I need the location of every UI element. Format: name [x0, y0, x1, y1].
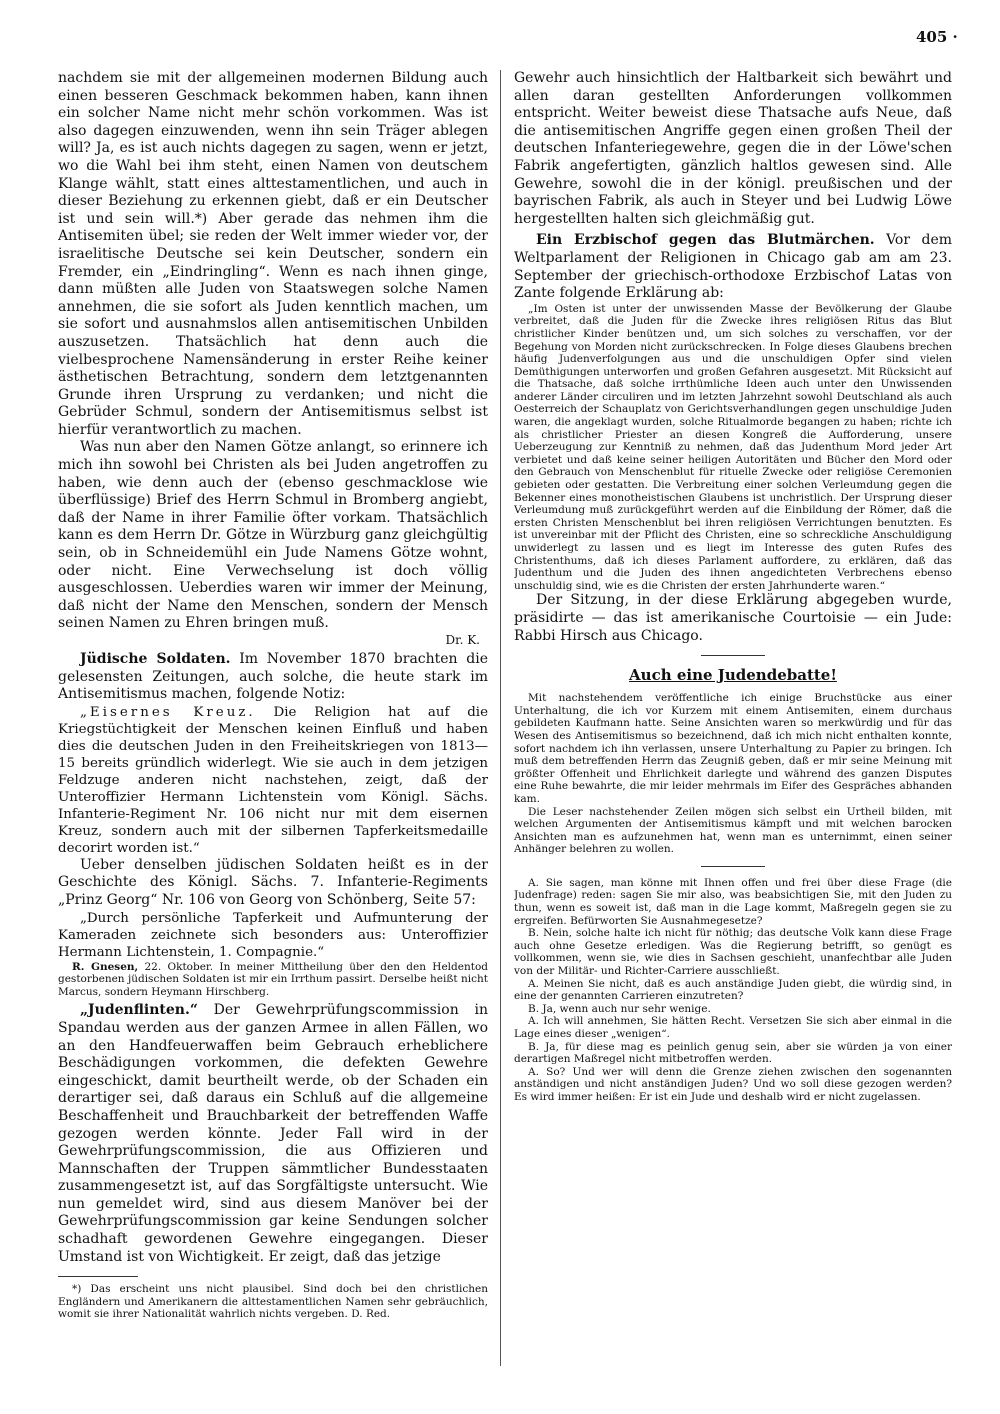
- quote: „Durch persönliche Tapferkeit und Aufmunterung der Kameraden zeichnete sich besonders aus: Unteroffizier Hermann Lichtenstein, 1. Compagnie.“: [58, 910, 488, 960]
- paragraph-text: Der Gewehrprüfungscommission in Spandau werden aus der ganzen Armee in allen Fällen, wo an den Handfeuerwaffen beim Gebrauch erheblichere Beschädigungen vorkommen, die defekten Gewehre eingeschickt, damit beurtheilt werde, ob der Schaden ein derartiger sei, daß daraus ein Schluß auf die allgemeine Beschaffenheit und Brauchbarkeit der betreffenden Waffe gezogen werden könnte. Jeder Fall wird in der Gewehrprüfungscommission, die aus Offizieren und Mannschaften der Truppen sämmtlicher Bundesstaaten zusammengesetzt ist, auf das Sorgfältigste untersucht. Wie nun gemeldet wird, sind aus diesem Manöver bei der Gewehrprüfungscommission gar keine Sendungen solcher schadhaft gewordenen Gewehre eingegangen. Dieser Umstand ist von Wichtigkeit. Er zeigt, daß das jetzige: [58, 1002, 488, 1265]
- dialogue-line: B. Ja, für diese mag es peinlich genug sein, aber sie würden ja von einer derartigen Maßregel nicht mitbetroffen werden.: [514, 1040, 952, 1066]
- quote: „Im Osten ist unter der unwissenden Masse der Bevölkerung der Glaube verbreitet, daß die Juden für die Zwecke ihres religiösen Ritus das Blut christlicher Kinder benützen und, um sich solches zu verschaffen, vor der Begehung von Morden nicht zurückschrecken. In Folge dieses Glaubens brechen häufig Judenverfolgungen aus und die unschuldigen Opfer sind vielen Demüthigungen unterworfen und großen Gefahren ausgesetzt. Mit Rücksicht auf die Thatsache, daß solche irrthümliche Ideen auch unter den Unwissenden anderer Länder circuliren und im letzten Jahrzehnt sowohl Deutschland als auch Oesterreich der Schauplatz von Gerichtsverhandlungen gegen unschuldige Juden waren, die angeklagt wurden, solche Ritualmorde begangen zu haben; richte ich als christlicher Priester an diesen Kongreß die Aufforderung, unsere Ueberzeugung zur Kenntniß zu nehmen, daß das Judenthum Mord jeder Art verbietet und daß keine seiner heiligen Autoritäten und Bücher den Mord oder den Gebrauch von Menschenblut für rituelle Zwecke oder religiöse Ceremonien gebieten oder gestatten. Die Verbreitung einer solchen Verleumdung gegen die Bekenner eines monotheistischen Glaubens ist unchristlich. Der Ursprung dieser Verleumdung muß zurückgeführt werden auf die Einbildung der Römer, daß die ersten Christen Menschenblut bei ihren religiösen Verrichtungen benutzten. Es ist unvereinbar mit der Pflicht des Christen, eine so schreckliche Anschuldigung unwiderlegt zu lassen und es liegt im Interesse des guten Rufes des Christenthums, daß ich dieses Parlament auffordere, zu erklären, daß das Judenthum und die Juden des ihnen angedichteten Verbrechens ebenso unschuldig sind, wie es die Christen der ersten Jahrhunderte waren.“: [514, 302, 952, 592]
- article-title: Auch eine Judendebatte!: [629, 666, 837, 685]
- paragraph-text: Im November 1870 brachten die gelesensten Zeitungen, auch solche, die heute stark im Antisemitismus machen, folgende Notiz:: [58, 651, 488, 703]
- article-heading: Jüdische Soldaten.: [80, 651, 231, 667]
- dialogue-line: A. Ich will annehmen, Sie hätten Recht. Versetzen Sie sich aber einmal in die Lage eines dieser „wenigen“.: [514, 1015, 952, 1040]
- quote-text: Die Religion hat auf die Kriegstüchtigkeit der Menschen keinen Einfluß und haben dies die deutschen Juden in den Freiheitskriegen von 1813—15 bereits gründlich widerlegt. Wie sie auch in dem jetzigen Feldzuge anderen nicht nachstehen, zeigt, daß der Unteroffizier Hermann Lichtenstein vom Königl. Sächs. Infanterie-Regiment Nr. 106 nicht nur mit dem eisernen Kreuz, sondern auch mit der silbernen Tapferkeitsmedaille decorirt worden ist.“: [58, 704, 488, 856]
- separator: [701, 655, 765, 656]
- article-erzbischof: [514, 232, 952, 302]
- footnote-rule: [58, 1276, 138, 1277]
- paragraph: nachdem sie mit der allgemeinen modernen Bildung auch einen besseren Geschmack bekommen haben, kann ihnen ein solcher Name nicht mehr schön vorkommen. Was ist also dagegen einzuwenden, wenn ihn sein Träger ablegen will? Ja, es ist auch nichts dagegen zu sagen, wenn er jetzt, wo die Wahl bei ihm steht, einen Namen von deutschem Klange wählt, statt eines alttestamentlichen, und auch in dieser Beziehung zu erkennen giebt, daß er ein Deutscher ist und sein will.*) Aber gerade das nehmen ihm die Antisemiten übel; sie reden der Welt immer wieder vor, der israelitische Deutsche sei kein Deutscher, sondern ein Fremder, ein „Eindringling“. Wenn es nach ihnen ginge, dann müßten alle Juden von Staatswegen solche Namen annehmen, die sie sofort als Juden kenntlich machen, um sie sofort und ausnahmslos allen antisemitischen Unbilden auszusetzen. Thatsächlich hat denn auch die vielbesprochene Namensänderung in erster Reihe keiner ästhetischen Betrachtung, sondern dem letztgenannten Grunde ihren Ursprung zu verdanken; und nicht die Gebrüder Schmul, sondern der Antisemitismus selbst ist hierfür verantwortlich zu machen.: [58, 70, 488, 438]
- article-heading: „Judenflinten.“: [80, 1002, 198, 1019]
- dialogue-line: A. Sie sagen, man könne mit Ihnen offen und frei über diese Frage (die Judenfrage) reden: sagen Sie mir also, was beabsichtigen Sie, mit den Juden zu thun, wenn es soweit ist, daß man in die Lage kommt, Maßregeln gegen sie zu ergreifen. Befürworten Sie Ausnahmegesetze?: [514, 876, 952, 927]
- paragraph: Die Leser nachstehender Zeilen mögen sich selbst ein Urtheil bilden, mit welchen Argumenten der Antisemitismus kämpft und mit welchen barocken Ansichten man es aufzunehmen hat, wenn man es unternimmt, einen seiner Anhänger belehren zu wollen.: [514, 805, 952, 856]
- dialogue-line: A. So? Und wer will denn die Grenze ziehen zwischen den sogenannten anständigen und nicht anständigen Juden? Und wo soll diese gezogen werden? Es wird immer heißen: Er ist ein Jude und deshalb wird er nicht zugelassen.: [514, 1065, 952, 1103]
- page-number: 405 ·: [916, 28, 958, 46]
- footnote: *) Das erscheint uns nicht plausibel. Sind doch bei den christlichen Engländern und Amerikanern die alttestamentlichen Namen sehr gebräuchlich, womit sie ihrer Nationalität wahrlich nichts vergeben. D. Red.: [58, 1283, 488, 1321]
- quote: [58, 704, 488, 857]
- paragraph: Mit nachstehendem veröffentliche ich einige Bruchstücke aus einer Unterhaltung, die ich vor Kurzem mit einem Antisemiten, einem durchaus gebildeten Kaufmann hatte. Seine Ansichten waren so merkwürdig und für das Wesen des Antisemitismus so bezeichnend, daß ich mich nicht enthalten konnte, sofort nachdem ich ihn verlassen, unsere Unterhaltung zu Papier zu bringen. Ich muß dem betreffenden Herrn das Zeugniß geben, daß er mir seine Meinung mit größter Offenheit und Ehrlichkeit darlegte und während des ganzen Disputes eine Ruhe bewahrte, die mir leider mehrmals im Eifer des Gespräches abhanden kam.: [514, 692, 952, 805]
- paragraph: Der Sitzung, in der diese Erklärung abgegeben wurde, präsidirte — das ist amerikanische Courtoisie — ein Jude: Rabbi Hirsch aus Chicago.: [514, 592, 952, 644]
- dialogue-line: A. Meinen Sie nicht, daß es auch anständige Juden giebt, die würdig sind, in eine der genannten Carrieren einzutreten?: [514, 977, 952, 1003]
- article-soldaten: [58, 651, 488, 704]
- paragraph: Gewehr auch hinsichtlich der Haltbarkeit sich bewährt und allen daran gestellten Anforderungen vollkommen entspricht. Weiter beweist diese Thatsache aufs Neue, daß die antisemitischen Angriffe gegen einen großen Theil der deutschen Infanteriegewehre, gegen die in der Löwe'schen Fabrik angefertigten, gänzlich haltlos gewesen sind. Alle Gewehre, sowohl die in der königl. preußischen und der bayrischen Fabrik, als auch in Steyer und bei Ludwig Löwe hergestellten halten sich gleichmäßig gut.: [514, 70, 952, 227]
- paragraph: Ueber denselben jüdischen Soldaten heißt es in der Geschichte des Königl. Sächs. 7. Infanterie-Regiments „Prinz Georg“ Nr. 106 von Georg von Schönberg, Seite 57:: [58, 856, 488, 908]
- correction-note: [58, 961, 488, 999]
- article-heading: Ein Erzbischof gegen das Blutmärchen.: [536, 232, 875, 249]
- article-flinten: [58, 1002, 488, 1266]
- quote-heading: „Eisernes Kreuz.: [80, 704, 256, 720]
- separator: [701, 866, 765, 867]
- dialogue-line: B. Ja, wenn auch nur sehr wenige.: [528, 1002, 711, 1015]
- note-text: 22. Oktober. In meiner Mittheilung über den den Heldentod gestorbenen jüdischen Soldaten ist mir ein Irrthum passirt. Derselbe heißt nicht Marcus, sondern Heymann Hirschberg.: [58, 960, 488, 998]
- left-column: [58, 70, 488, 1366]
- paragraph-text: Vor dem Weltparlament der Religionen in Chicago gab am am 23. September der griechisch-orthodoxe Erzbischof Latas von Zante folgende Erklärung ab:: [514, 232, 952, 302]
- signature: Dr. K.: [445, 633, 480, 647]
- column-divider: [500, 70, 501, 1366]
- note-heading: R. Gnesen,: [72, 960, 139, 973]
- right-column: [514, 70, 952, 1366]
- paragraph: Was nun aber den Namen Götze anlangt, so erinnere ich mich ihn sowohl bei Christen als bei Juden angetroffen zu haben, wie denn auch der (ebenso geschmacklose wie überflüssige) Brief des Herrn Schmul in Bromberg angiebt, daß der Name in ihrer Familie öfter vorkam. Thatsächlich kann es dem Herrn Dr. Götze in Würzburg ganz gleichgültig sein, ob in Schneidemühl ein Jude Namens Götze wohnt, oder nicht. Eine Verwechselung ist doch völlig ausgeschlossen. Ueberdies waren wir immer der Meinung, daß nicht der Name den Menschen, sondern der Mensch seinen Namen zu Ehren bringen muß.: [58, 439, 488, 632]
- dialogue-line: B. Nein, solche halte ich nicht für nöthig; das deutsche Volk kann diese Frage auch ohne Gesetze erledigen. Was die Regierung betrifft, so genügt es vollkommen, wenn sie, wie dies in Sachsen geschieht, unanfechtbar alle Juden von der Militär- und Richter-Carriere ausschließt.: [514, 927, 952, 978]
